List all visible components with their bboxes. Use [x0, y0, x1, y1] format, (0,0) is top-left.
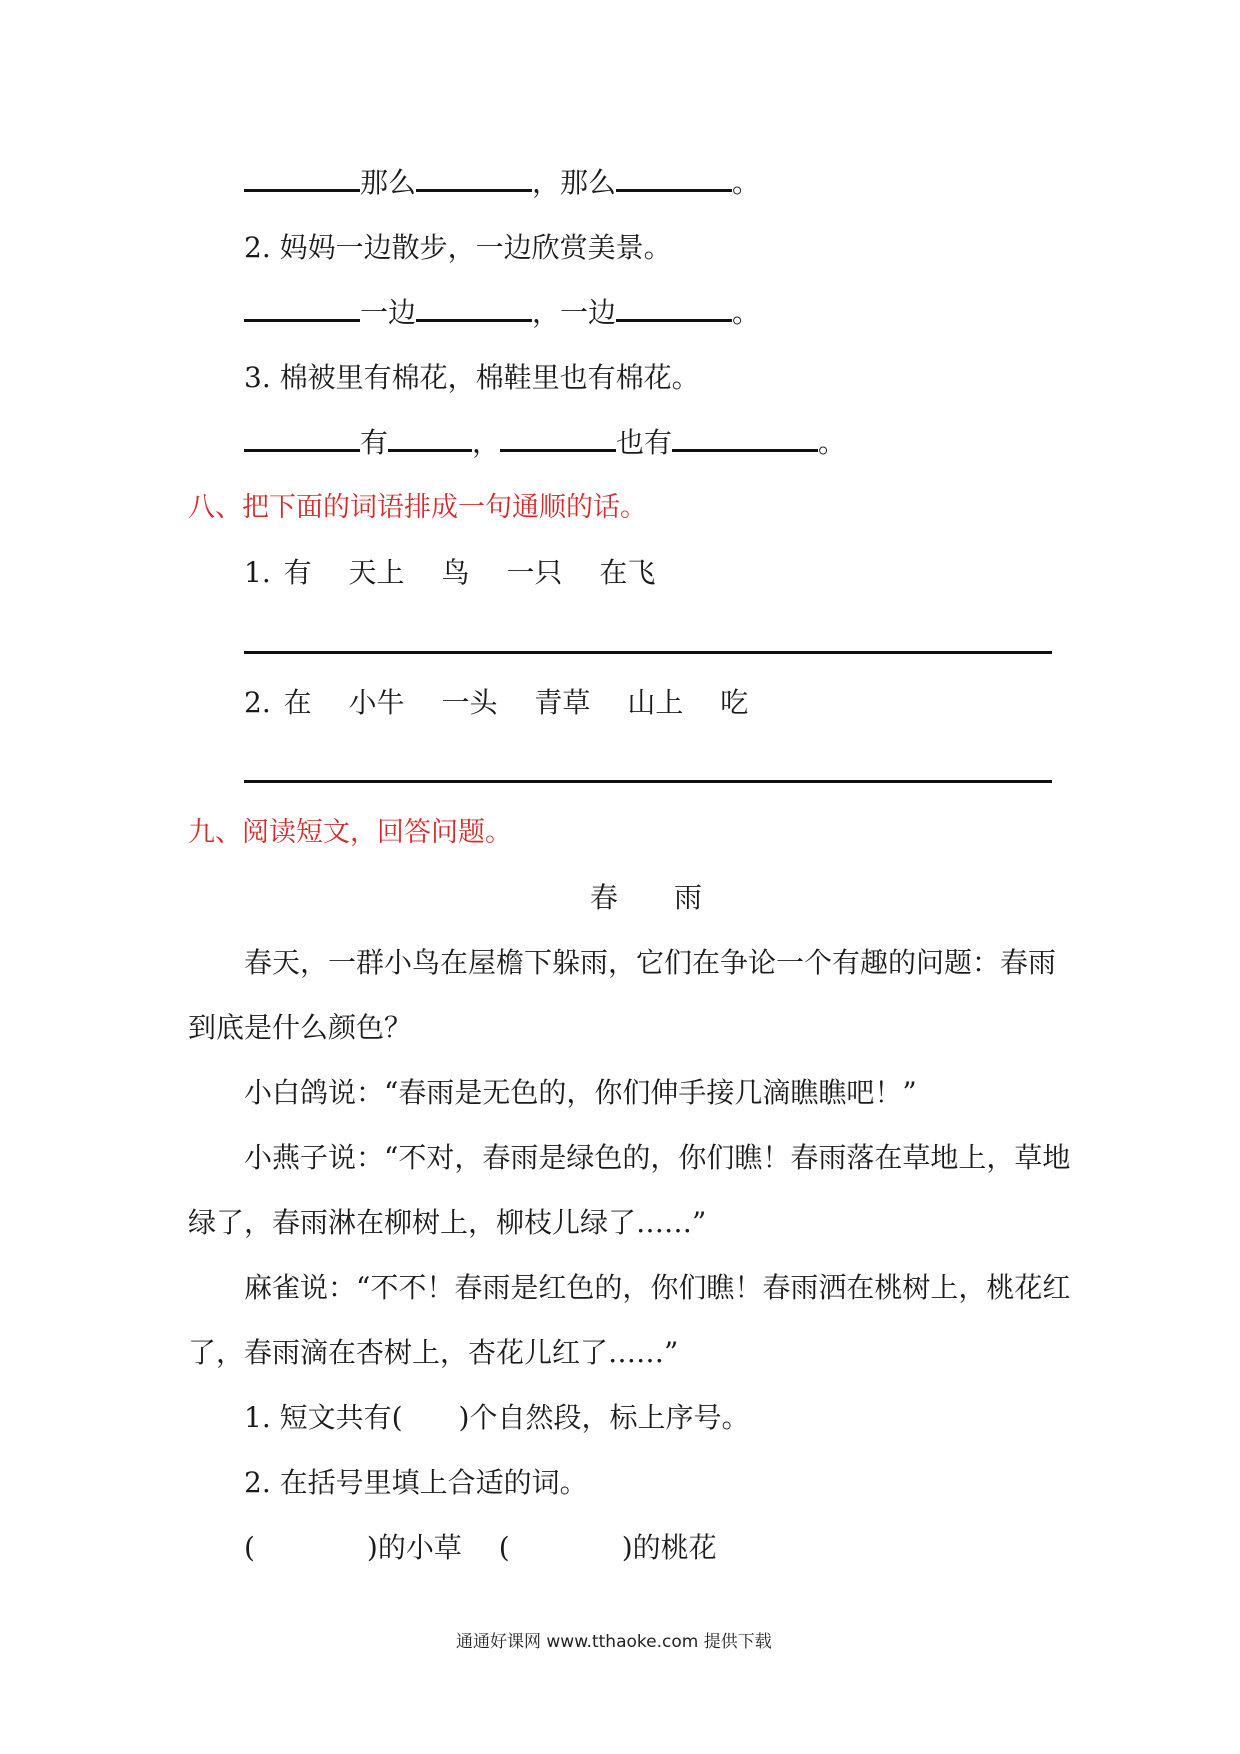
passage-p1-line1: 春天，一群小鸟在屋檐下躲雨，它们在争论一个有趣的问题：春雨 — [244, 946, 1057, 979]
passage-p1-line2: 到底是什么颜色？ — [188, 1011, 413, 1044]
question-8-1: 1. 有 天上 鸟 一只 在飞 — [244, 556, 656, 589]
rewrite-row-1: 那么 ，那么 。 — [244, 165, 760, 201]
section-9-heading: 九、阅读短文，回答问题。 — [188, 817, 512, 848]
word: 青草 — [534, 686, 591, 719]
passage-p4-line1: 麻雀说：“不不！春雨是红色的，你们瞧！春雨洒在桃树上，桃花红 — [244, 1271, 1071, 1304]
question-9-1: 1. 短文共有( )个自然段，标上序号。 — [244, 1401, 750, 1434]
section-8-heading: 八、把下面的词语排成一句通顺的话。 — [188, 492, 647, 523]
page-footer: 通通好课网 www.tthaoke.com 提供下载 — [456, 1632, 772, 1652]
answer-blank[interactable] — [416, 297, 532, 322]
rewrite-row-2: 一边 ，一边 。 — [244, 295, 760, 331]
passage-p2: 小白鸽说：“春雨是无色的，你们伸手接几滴瞧瞧吧！” — [244, 1076, 917, 1109]
word: 鸟 — [441, 556, 470, 589]
word: 在 — [283, 686, 312, 719]
fill-in-row — [244, 1530, 717, 1566]
word: 山上 — [627, 686, 684, 719]
answer-blank[interactable] — [672, 427, 818, 452]
rewrite-row-3: 有 ， 也有 。 — [244, 425, 846, 461]
question-7-3: 3. 棉被里有棉花，棉鞋里也有棉花。 — [244, 361, 700, 394]
answer-blank[interactable] — [500, 427, 616, 452]
answer-line[interactable] — [244, 651, 1052, 654]
word: 有 — [283, 556, 312, 589]
word: 吃 — [720, 686, 749, 719]
passage-p3-line1: 小燕子说：“不对，春雨是绿色的，你们瞧！春雨落在草地上，草地 — [244, 1141, 1071, 1174]
question-8-2: 2. 在 小牛 一头 青草 山上 吃 — [244, 686, 749, 719]
word: 一头 — [441, 686, 498, 719]
passage-p3-line2: 绿了，春雨淋在柳树上，柳枝儿绿了……” — [188, 1206, 707, 1239]
answer-blank[interactable] — [616, 297, 732, 322]
answer-line[interactable] — [244, 780, 1052, 783]
answer-blank[interactable] — [244, 427, 360, 452]
answer-blank[interactable] — [416, 167, 532, 192]
answer-blank[interactable] — [388, 427, 472, 452]
question-9-2: 2. 在括号里填上合适的词。 — [244, 1466, 588, 1499]
answer-blank[interactable] — [616, 167, 732, 192]
word: 小牛 — [348, 686, 405, 719]
word: 在飞 — [599, 556, 656, 589]
word: 一只 — [506, 556, 563, 589]
word: 天上 — [348, 556, 405, 589]
passage-title: 春 雨 — [590, 881, 703, 914]
answer-blank[interactable] — [244, 297, 360, 322]
passage-p4-line2: 了，春雨滴在杏树上，杏花儿红了……” — [188, 1336, 679, 1369]
fill-blank-grass[interactable]: ( )的小草 — [244, 1531, 462, 1564]
fill-blank-peach[interactable]: ( )的桃花 — [498, 1531, 717, 1564]
answer-blank[interactable] — [244, 167, 360, 192]
question-7-2: 2. 妈妈一边散步，一边欣赏美景。 — [244, 231, 672, 264]
